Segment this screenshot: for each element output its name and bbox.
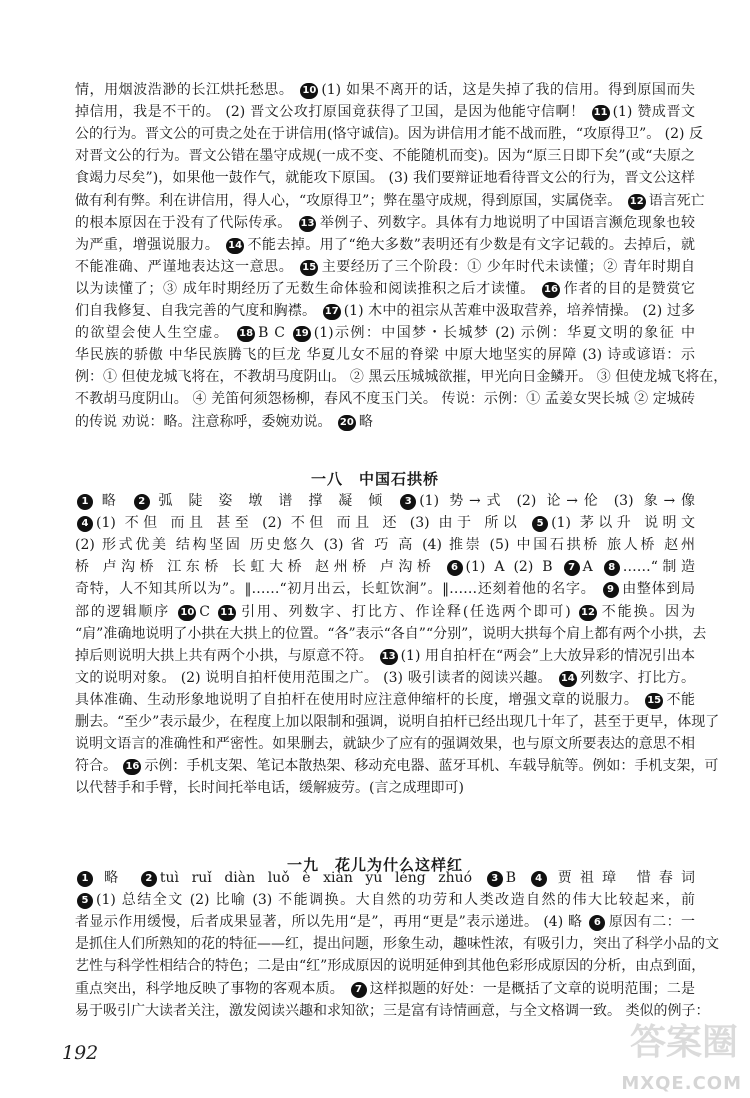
question-number-badge: 18 [237, 326, 255, 342]
answer-text: 贾祖璋 惜春词 [549, 870, 695, 886]
text-line [75, 345, 695, 365]
question-number-badge: 20 [338, 415, 356, 431]
section-heading: 一九 花儿为什么这样红 [286, 856, 463, 874]
question-number-badge: 1 [77, 494, 93, 510]
watermark-logo-text: 答案圈 [629, 1022, 738, 1063]
answer-text: 不能准确、严谨地表达这一意思。 [75, 258, 299, 275]
answer-text: (1) 茅以升 说明文 [551, 515, 695, 532]
answer-text: 略 [96, 870, 139, 886]
question-number-badge: 2 [134, 494, 150, 510]
question-number-badge: 10 [300, 83, 318, 99]
answer-text: 公的行为。晋文公的可贵之处在于讲信用(恪守诚信)。因为讲信用才能不战而胜，“攻原得卫”。 (2) 反 [75, 126, 703, 143]
answer-text: 主要经历了三个阶段：① 少年时代未读懂；② 青年时期自 [321, 258, 695, 275]
question-number-badge: 4 [531, 871, 547, 887]
text-line [75, 868, 695, 888]
text-line [75, 734, 695, 754]
text-line [75, 301, 695, 321]
answer-text: 重点突出，科学地反映了事物的客观本质。 [75, 980, 349, 997]
answer-text: 弧 陡 姿 墩 谱 撑 凝 倾 [152, 493, 399, 509]
answer-text: 们自我修复、自我完善的气度和胸襟。 [75, 303, 321, 319]
answer-text: 的传说 劝说：略。注意称呼，委婉劝说。 [75, 413, 336, 430]
question-number-badge: 6 [447, 560, 463, 576]
text-line [75, 624, 707, 644]
question-number-badge: 15 [300, 260, 318, 276]
question-number-badge: 10 [178, 605, 196, 621]
answer-text: A [582, 559, 602, 576]
question-number-badge: 7 [564, 560, 580, 576]
answer-text: 具体准确、生动形象地说明了自拍杆在使用时应注意伸缩杆的长度，增强文章的说服力。 [75, 691, 644, 708]
answer-text: B [505, 870, 529, 886]
answer-text: 由整体到局 [621, 581, 696, 598]
answer-text: 符合。 [75, 758, 122, 775]
text-line [75, 646, 695, 666]
answer-text: 语言死亡 [648, 192, 705, 209]
answer-text: (1) 总结全文 (2) 比喻 (3) 不能调换。大自然的功劳和人类改造自然的伟大比较起来，前 [96, 892, 695, 909]
question-number-badge: 3 [400, 494, 416, 510]
answer-text: 食竭力尽矣”)，如果他一鼓作气，就能攻下原国。 (3) 我们要辩证地看待晋文公的行为，晋文公这样 [75, 170, 695, 187]
text-line [75, 279, 695, 299]
question-number-badge: 5 [532, 516, 548, 532]
answer-text: (1) A (2) B [465, 559, 562, 576]
answer-text: 是抓住人们所熟知的花的特征——红，提出问题，形象生动，趣味性浓，有吸引力，突出了科学小品的文 [75, 936, 719, 953]
answer-text: 示例：手机支架、笔记本散热架、移动充电器、蓝牙耳机、车载导航等。例如：手机支架，可 [144, 758, 719, 775]
answer-text: C [199, 603, 217, 620]
text-line [75, 712, 720, 732]
question-number-badge: 13 [380, 649, 398, 665]
answer-text: 为严重，增强说服力。 [75, 236, 225, 253]
answer-text: (1) 势→式 (2) 论→伦 (3) 象→像 [419, 493, 696, 509]
question-number-badge: 15 [645, 693, 663, 709]
text-line [75, 491, 695, 511]
answer-text: 说明文语言的准确性和严密性。如果删去，就缺少了应有的强调效果，也与原文所要表达的意思不相 [75, 736, 695, 753]
answer-text: (1) 木中的祖宗从苦难中汲取营养，培养情操。 (2) 过多 [343, 303, 695, 319]
answer-text: 奇特，人不知其所以为”。‖……“初月出云，长虹饮涧”。‖……还刻着他的名字。 [75, 581, 601, 598]
answer-text: 删去。“至少”表示最少，在程度上加以限制和强调，说明自拍杆已经出现几十年了，甚至于更早，体现了 [75, 714, 720, 730]
answer-text: 掉后则说明大拱上共有两个小拱，与原意不符。 [75, 647, 378, 664]
text-line [75, 235, 695, 255]
text-line [75, 668, 695, 688]
question-number-badge: 6 [589, 915, 605, 931]
page-number: 192 [62, 1042, 99, 1064]
question-number-badge: 4 [77, 516, 93, 532]
question-number-badge: 11 [592, 105, 610, 121]
text-line [75, 323, 695, 343]
question-number-badge: 17 [323, 304, 341, 320]
answer-text: 以为读懂了；③ 成年时期经历了无数生命体验和阅读推积之后才读懂。 [75, 280, 541, 297]
answer-text: 略 [358, 413, 373, 430]
watermark-logo [592, 1012, 742, 1094]
question-number-badge: 7 [351, 982, 367, 998]
question-number-badge: 13 [299, 216, 317, 232]
question-number-badge: 12 [628, 194, 646, 210]
answer-text: (1) 赞成晋文 [612, 104, 696, 121]
answer-text: 不能去掉。用了“绝大多数”表明还有少数是有文字记载的。去掉后，就 [247, 236, 695, 253]
text-line [75, 602, 695, 622]
question-number-badge: 14 [559, 671, 577, 687]
answer-text: 部的逻辑顺序 [75, 603, 177, 620]
answer-text: (1) 不但 而且 甚至 (2) 不但 而且 还 (3) 由于 所以 [96, 515, 531, 532]
answer-text: 这样拟题的好处：一是概括了文章的说明范围；二是 [369, 980, 696, 997]
answer-text: 做有利有弊。利在讲信用，得人心，“攻原得卫”；弊在墨守成规，得到原国，实属侥幸。 [75, 192, 626, 209]
answer-text: (1) 如果不离开的话，这是失掉了我的信用。得到原国而失 [321, 82, 695, 98]
answer-text: (1) 用自拍杆在“两会”上大放异彩的情况引出本 [400, 647, 695, 664]
question-number-badge: 9 [603, 582, 619, 598]
answer-text: 的欲望会使人生空虚。 [75, 325, 236, 342]
text-line [75, 756, 719, 776]
answer-text: 易于吸引广大读者关注，激发阅读兴趣和求知欲；三是富有诗情画意，与全文格调一致。 类似的例子： [75, 1002, 710, 1019]
text-line [75, 168, 695, 188]
answer-text: 不能 [666, 691, 695, 708]
text-line [75, 513, 695, 533]
answer-text: B C [258, 325, 291, 342]
answer-text: 华民族的骄傲 中华民族腾飞的巨龙 华夏儿女不屈的脊梁 中原大地坚实的屏障 (3) 诗或谚语：示 [75, 347, 695, 364]
answer-text: 作者的目的是赞赏它 [562, 280, 696, 297]
answer-text: (2) 形式优美 结构坚固 历史悠久 (3) 省 巧 高 (4) 推崇 (5) 中国石拱桥 旅人桥 赵州 [75, 537, 695, 554]
answer-text: “肩”准确地说明了小拱在大拱上的位置。“各”表示“各自”“分别”，说明大拱每个肩上都有两个小拱，去 [75, 625, 707, 642]
answer-text: 不能换。因为 [599, 603, 696, 620]
text-line [75, 102, 695, 122]
answer-text: 文的说明对象。 (2) 说明自拍杆使用范围之广。 (3) 吸引读者的阅读兴趣。 [75, 669, 557, 686]
answer-text: 以代替手和手臂，长时间托举电话，缓解疲劳。(言之成理即可) [75, 780, 464, 797]
text-line [75, 124, 703, 144]
text-line [75, 934, 719, 954]
text-line [75, 412, 695, 432]
text-line [75, 579, 695, 599]
text-line [75, 80, 695, 100]
watermark-site: MXQE.COM [621, 1073, 742, 1094]
answer-text: 桥 卢沟桥 江东桥 长虹大桥 赵州桥 卢沟桥 [75, 559, 445, 576]
text-line [75, 367, 728, 387]
text-line [75, 956, 706, 976]
question-number-badge: 1 [77, 871, 93, 887]
answer-text: 情，用烟波浩渺的长江烘托愁思。 [75, 82, 299, 98]
text-line [75, 257, 695, 277]
answer-text: 列数字、打比方。 [579, 669, 696, 686]
answer-text: 不教胡马度阴山。 ④ 羌笛何须怨杨柳，春风不度玉门关。 传说：示例：① 孟姜女哭长城 ② 定城砖 [75, 391, 695, 408]
text-line [75, 890, 695, 910]
text-line [75, 979, 695, 999]
answer-text: tuì ruǐ diàn luǒ è xiàn yú léng zhuó [159, 870, 485, 886]
question-number-badge: 3 [487, 871, 503, 887]
question-number-badge: 2 [141, 871, 157, 887]
text-line [75, 690, 695, 710]
text-line [75, 557, 695, 577]
text-line [75, 389, 695, 409]
question-number-badge: 12 [579, 605, 597, 621]
text-line [75, 191, 705, 211]
question-number-badge: 16 [542, 282, 560, 298]
answer-text: 者显示作用缓慢，后者成果显著，所以先用“是”，再用“更是”表示递进。 (4) 略 [75, 914, 588, 931]
text-line [75, 912, 695, 932]
answer-text: 艺性与科学性相结合的特色；二是由“红”形成原因的说明延伸到其他色彩形成原因的分析，由点到面， [75, 958, 706, 975]
question-number-badge: 5 [77, 893, 93, 909]
answer-text: 对晋文公的行为。晋文公错在墨守成规(一成不变、不能随机而变)。因为“原三日即下矣”(或“夫原之 [75, 148, 695, 165]
text-line [75, 535, 695, 555]
question-number-badge: 11 [218, 605, 236, 621]
question-number-badge: 16 [123, 759, 141, 775]
text-line [75, 146, 695, 166]
answer-text: 引用、列数字、打比方、作诠释(任选两个即可) [239, 603, 578, 620]
answer-text: 略 [96, 493, 132, 509]
answer-text: 例：① 但使龙城飞将在，不教胡马度阴山。 ② 黑云压城城欲摧，甲光向日金鳞开。 ③ 但使龙城飞将在， [75, 369, 728, 386]
answer-text: 举例子、列数字。具体有力地说明了中国语言濒危现象也较 [319, 214, 695, 231]
question-number-badge: 19 [293, 326, 311, 342]
answer-text: 原因有二：一 [608, 914, 696, 931]
answer-text: 的根本原因在于没有了代际传承。 [75, 214, 297, 231]
answer-text: ……“制造 [622, 559, 695, 576]
section-heading: 一八 中国石拱桥 [310, 470, 439, 488]
answer-text: (1)示例：中国梦・长城梦 (2) 示例：华夏文明的象征 中 [313, 325, 696, 342]
answer-text: 掉信用，我是不干的。 (2) 晋文公攻打原国竟获得了卫国，是因为他能守信啊！ [75, 104, 590, 121]
text-line [75, 778, 695, 798]
question-number-badge: 14 [226, 238, 244, 254]
text-line [75, 213, 695, 233]
question-number-badge: 8 [604, 560, 620, 576]
